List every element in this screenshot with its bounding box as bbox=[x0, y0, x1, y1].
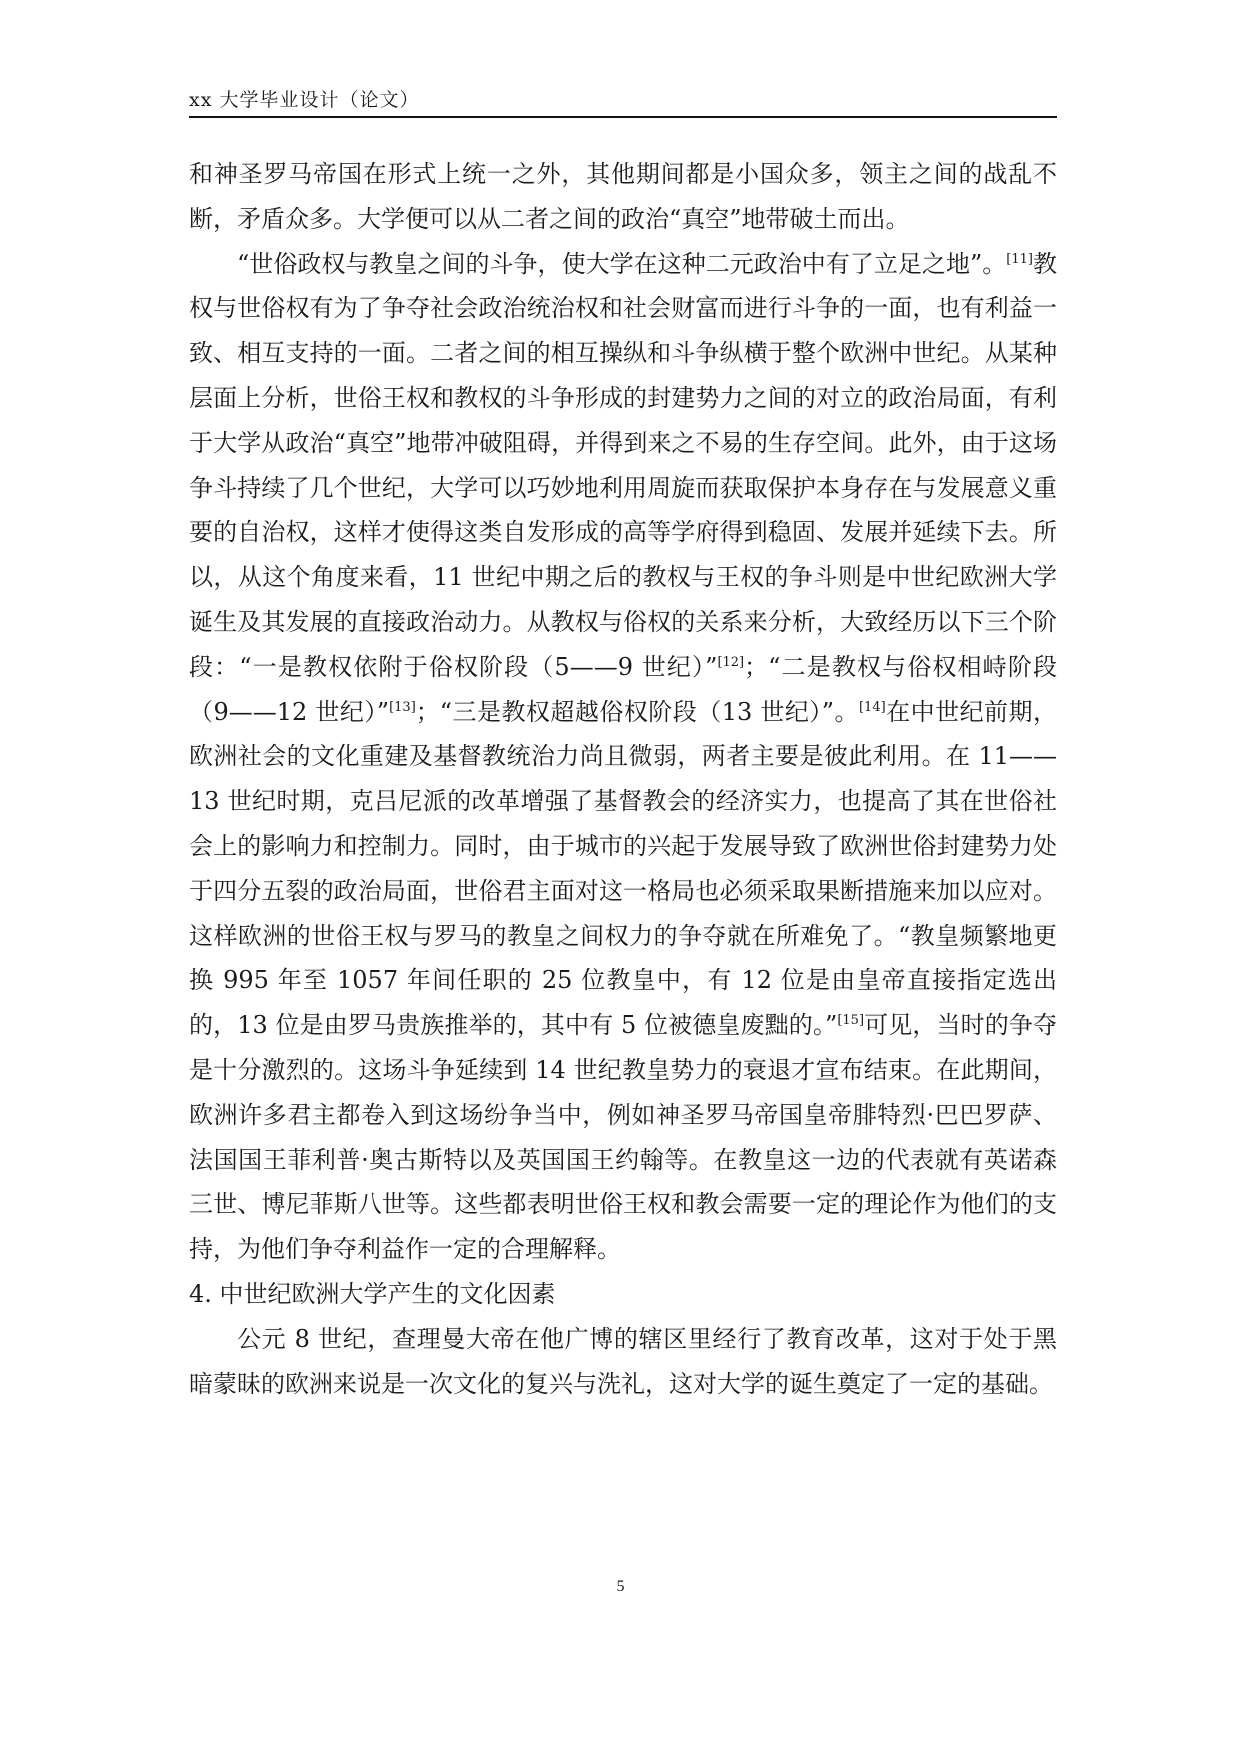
paragraph-1 bbox=[189, 152, 1057, 242]
paragraph-1-text: 和神圣罗马帝国在形式上统一之外，其他期间都是小国众多，领主之间的战乱不断，矛盾众多。大学便可以从二者之间的政治“真空”地带破土而出。 bbox=[189, 160, 1057, 233]
paragraph-2-text-d: ；“三是教权超越俗权阶段（13 世纪）”。 bbox=[415, 697, 859, 726]
paragraph-2-text-c: ；“二是教权与俗权相峙阶段（9——12 世纪）” bbox=[189, 652, 1057, 726]
body-text bbox=[189, 152, 1057, 1406]
paragraph-2-text-b: 教权与世俗权有为了争夺社会政治统治权和社会财富而进行斗争的一面，也有利益一致、相互支持的一面。二者之间的相互操纵和斗争纵横于整个欧洲中世纪。从某种层面上分析，世俗王权和教权的斗争形成的封建势力之间的对立的政治局面，有利于大学从政治“真空”地带冲破阻碍，并得到来之不易的生存空间。此外，由于这场争斗持续了几个世纪，大学可以巧妙地利用周旋而获取保护本身存在与发展意义重要的自治权，这样才使得这类自发形成的高等学府得到稳固、发展并延续下去。所以，从这个角度来看，11 世纪中期之后的教权与王权的争斗则是中世纪欧洲大学诞生及其发展的直接政治动力。从教权与俗权的关系来分析，大致经历以下三个阶段：“一是教权依附于俗权阶段（5——9 世纪）” bbox=[189, 249, 1057, 681]
section-heading: 4. 中世纪欧洲大学产生的文化因素 bbox=[189, 1279, 556, 1308]
paragraph-2-text-f: 可见，当时的争夺是十分激烈的。这场斗争延续到 14 世纪教皇势力的衰退才宣布结束。在此期间，欧洲许多君主都卷入到这场纷争当中，例如神圣罗马帝国皇帝腓特烈·巴巴罗萨、法国国王菲利普·奥古斯特以及英国国王约翰等。在教皇这一边的代表就有英诺森三世、博尼菲斯八世等。这些都表明世俗王权和教会需要一定的理论作为他们的支持，为他们争夺利益作一定的合理解释。 bbox=[189, 1011, 1058, 1264]
citation-ref-15: [15] bbox=[837, 1013, 865, 1029]
paragraph-3-text: 公元 8 世纪，查理曼大帝在他广博的辖区里经行了教育改革，这对于处于黑暗蒙昧的欧洲来说是一次文化的复兴与洗礼，这对大学的诞生奠定了一定的基础。 bbox=[189, 1324, 1057, 1398]
citation-ref-12: [12] bbox=[717, 654, 745, 670]
page-header bbox=[189, 86, 1057, 118]
paragraph-2-text-a: “世俗政权与教皇之间的斗争，使大学在这种二元政治中有了立足之地”。 bbox=[237, 249, 1007, 278]
page-number: 5 bbox=[616, 1578, 625, 1595]
paragraph-2-text-e: 在中世纪前期，欧洲社会的文化重建及基督教统治力尚且微弱，两者主要是彼此利用。在 11——13 世纪时期，克吕尼派的改革增强了基督教会的经济实力，也提高了其在世俗社会上的影响力和控制力。同时，由于城市的兴起于发展导致了欧洲世俗封建势力处于四分五裂的政治局面，世俗君主面对这一格局也必须采取果断措施来加以应对。这样欧洲的世俗王权与罗马的教皇之间权力的争夺就在所难免了。“教皇频繁地更换 995 年至 1057 年间任职的 25 位教皇中，有 12 位是由皇帝直接指定选出的，13 位是由罗马贵族推举的，其中有 5 位被德皇废黜的。” bbox=[189, 697, 1057, 1040]
citation-ref-13: [13] bbox=[389, 699, 416, 715]
paragraph-3 bbox=[189, 1317, 1057, 1407]
paragraph-2 bbox=[189, 242, 1057, 1272]
citation-ref-14: [14] bbox=[858, 699, 886, 715]
header-title: xx 大学毕业设计（论文） bbox=[189, 89, 420, 111]
citation-ref-11: [11] bbox=[1006, 251, 1033, 267]
